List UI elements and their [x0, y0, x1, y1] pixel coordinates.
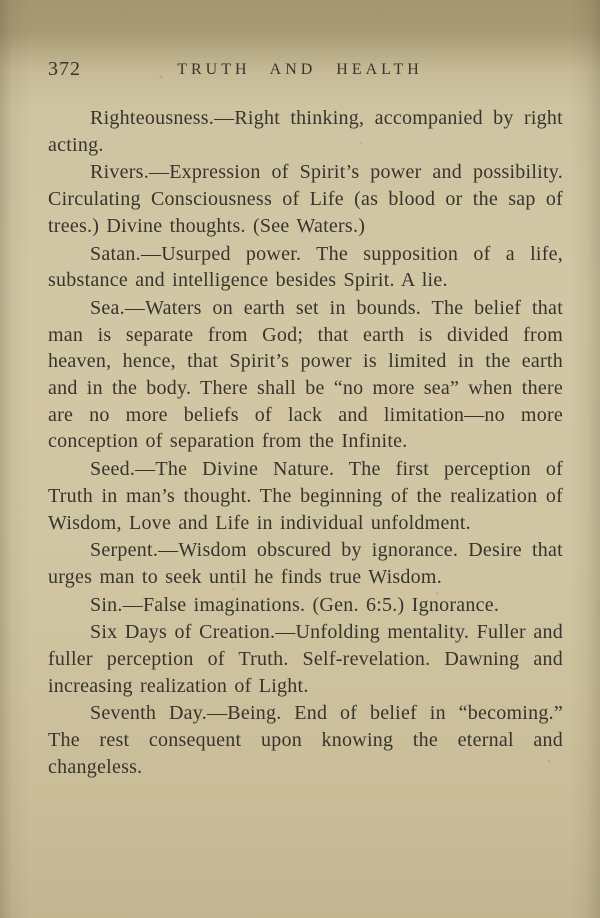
- running-title: TRUTH AND HEALTH: [177, 61, 423, 78]
- entry-definition: —Usurped power. The supposition of a life, substance and intelligence besides Spirit. A lie.: [48, 242, 563, 292]
- glossary-entry: [48, 105, 563, 158]
- glossary-entry: [48, 241, 563, 294]
- page-number: 372: [48, 58, 81, 80]
- entry-term: Serpent.: [90, 539, 159, 562]
- entry-term: Sea.: [90, 296, 125, 319]
- entry-term: Six Days of Creation.: [90, 621, 276, 644]
- entry-definition: —The Divine Nature. The first perception of Truth in man’s thought. The beginning of the realization of Wisdom, Love and Life in individual unfoldment.: [48, 458, 563, 534]
- entry-term: Rivers.: [90, 161, 149, 184]
- glossary-entry: [48, 592, 563, 619]
- entry-term: Satan.: [90, 242, 141, 265]
- entry-definition: —Unfolding mentality. Fuller and fuller perception of Truth. Self-revelation. Dawning and increasing realization of Light.: [48, 621, 564, 697]
- entry-definition: —Right thinking, accompanied by right acting.: [48, 107, 563, 156]
- glossary-entry: [48, 295, 563, 455]
- entry-definition: —Being. End of belief in “becoming.” The rest consequent upon knowing the eternal and changeless.: [48, 702, 563, 778]
- entry-term: Seed.: [90, 458, 136, 481]
- running-head: [0, 0, 600, 84]
- entry-definition: —Wisdom obscured by ignorance. Desire that urges man to seek until he finds true Wisdom.: [48, 539, 563, 588]
- entry-definition: —False imaginations. (Gen. 6:5.) Ignorance.: [122, 593, 500, 616]
- glossary-entry: [48, 159, 563, 239]
- entry-term: Sin.: [90, 593, 123, 616]
- entry-definition: —Expression of Spirit’s power and possibility. Circulating Consciousness of Life (as blood or the sap of trees.) Divine thoughts. (See Waters.): [48, 161, 563, 237]
- entry-definition: —Waters on earth set in bounds. The belief that man is separate from God; that earth is divided from heaven, hence, that Spirit’s power is limited in the earth and in the body. There shall be “no more sea” when there are no more beliefs of lack and limitation—no more conception of separation from the Infinite.: [48, 296, 563, 453]
- glossary-entry: [48, 456, 563, 536]
- glossary-entry: [48, 700, 563, 780]
- entry-term: Seventh Day.: [90, 702, 207, 725]
- page-body: [0, 84, 600, 781]
- glossary-entry: [48, 619, 563, 699]
- glossary-entry: [48, 537, 563, 590]
- entry-term: Righteousness.: [90, 107, 215, 129]
